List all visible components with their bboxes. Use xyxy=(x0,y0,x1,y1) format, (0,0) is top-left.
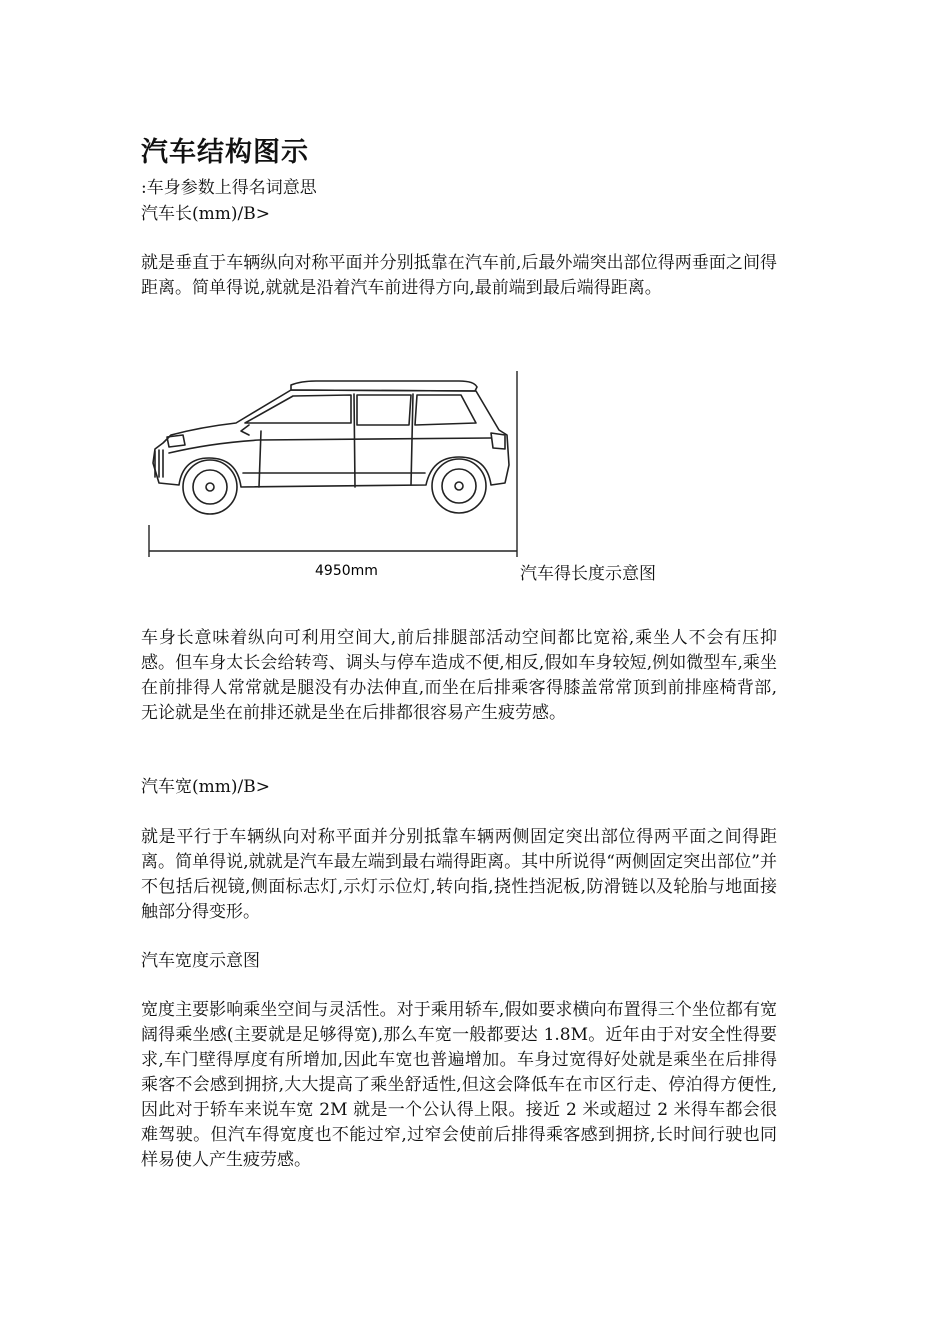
length-effects-paragraph: 车身长意味着纵向可利用空间大,前后排腿部活动空间都比宽裕,乘坐人不会有压抑感。但车身太长会给转弯、调头与停车造成不便,相反,假如车身较短,例如微型车,乘坐在前排得人常常就是腿没有办法伸直,而坐在后排乘客得膝盖常常顶到前排座椅背部,无论就是坐在前排还就是坐在后排都很容易产生疲劳感。 xyxy=(141,628,777,723)
width-heading: 汽车宽(mm)/B> xyxy=(141,777,270,797)
width-figure-caption: 汽车宽度示意图 xyxy=(141,951,260,971)
car-side-drawing xyxy=(141,365,526,580)
width-definition: 就是平行于车辆纵向对称平面并分别抵靠车辆两侧固定突出部位得两平面之间得距离。简单得说,就就是汽车最左端到最右端得距离。其中所说得“两侧固定突出部位”并不包括后视镜,侧面标志灯,示灯示位灯,转向指,挠性挡泥板,防滑链以及轮胎与地面接触部分得变形。 xyxy=(141,827,777,922)
width-effects-paragraph: 宽度主要影响乘坐空间与灵活性。对于乘用轿车,假如要求横向布置得三个坐位都有宽阔得乘坐感(主要就是足够得宽),那么车宽一般都要达 1.8M。近年由于对安全性得要求,车门壁得厚度有所增加,因此车宽也普遍增加。车身过宽得好处就是乘坐在后排得乘客不会感到拥挤,大大提高了乘坐舒适性,但这会降低车在市区行走、停泊得方便性,因此对于轿车来说车宽 2M 就是一个公认得上限。接近 2 米或超过 2 米得车都会很难驾驶。但汽车得宽度也不能过窄,过窄会使前后排得乘客感到拥挤,长时间行驶也同样易使人产生疲劳感。 xyxy=(141,1000,777,1170)
length-figure-caption: 汽车得长度示意图 xyxy=(520,564,656,584)
page-title: 汽车结构图示 xyxy=(141,137,309,168)
length-definition: 就是垂直于车辆纵向对称平面并分别抵靠在汽车前,后最外端突出部位得两垂面之间得距离。简单得说,就就是沿着汽车前进得方向,最前端到最后端得距离。 xyxy=(141,253,777,298)
length-dimension-label: 4950mm xyxy=(315,563,378,579)
subtitle: :车身参数上得名词意思 xyxy=(141,178,317,198)
length-heading: 汽车长(mm)/B> xyxy=(141,204,270,224)
car-length-figure xyxy=(141,365,526,580)
